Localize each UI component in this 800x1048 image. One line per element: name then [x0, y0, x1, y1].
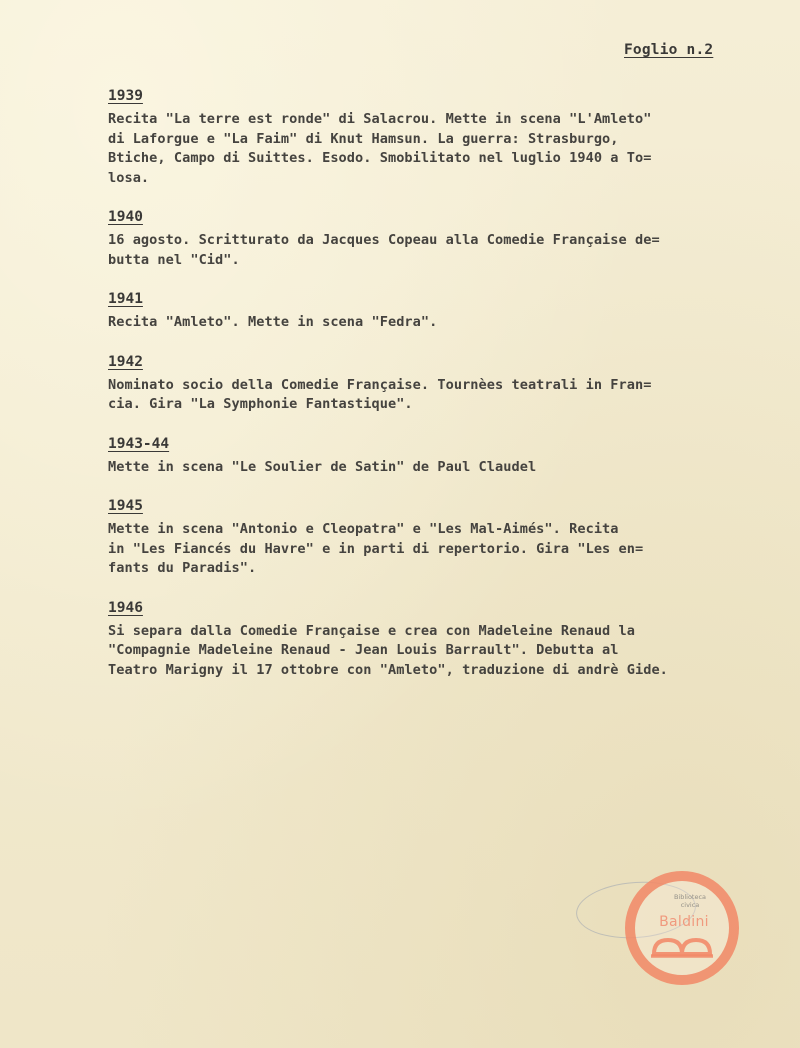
entry-line: Recita "La terre est ronde" di Salacrou. Mette in scena "L'Amleto" — [108, 111, 652, 127]
entry-line: cia. Gira "La Symphonie Fantastique". — [108, 396, 413, 412]
entry-year: 1939 — [108, 88, 143, 104]
entry-year: 1942 — [108, 353, 143, 370]
chronology-entry — [108, 496, 778, 579]
stamp-brand-text: Baldini — [659, 914, 709, 930]
stamp-small-text: Biblioteca civica — [673, 893, 707, 909]
chronology-entry — [108, 207, 778, 270]
entry-line: 16 agosto. Scritturato da Jacques Copeau alla Comedie Française de= — [108, 232, 660, 248]
entry-line: "Compagnie Madeleine Renaud - Jean Louis Barrault". Debutta al — [108, 642, 619, 658]
entry-line: in "Les Fiancés du Havre" e in parti di repertorio. Gira "Les en= — [108, 540, 644, 557]
chronology-entry — [108, 434, 778, 478]
chronology-entry — [108, 352, 778, 415]
chronology-entry — [108, 86, 778, 188]
entry-year: 1946 — [108, 599, 143, 616]
entry-line: butta nel "Cid". — [108, 251, 240, 268]
entry-year: 1941 — [108, 291, 143, 307]
entry-line: Mette in scena "Antonio e Cleopatra" e "Les Mal-Aimés". Recita — [108, 521, 619, 537]
entry-year: 1940 — [108, 209, 143, 225]
entry-line: Mette in scena "Le Soulier de Satin" de Paul Claudel — [108, 458, 537, 475]
entry-line: fants du Paradis". — [108, 560, 257, 576]
chronology-entry — [108, 598, 778, 681]
entry-line: Teatro Marigny il 17 ottobre con "Amleto", traduzione di andrè Gide. — [108, 661, 668, 678]
entry-line: Recita "Amleto". Mette in scena "Fedra". — [108, 314, 438, 330]
entry-year: 1945 — [108, 498, 143, 514]
entry-line: di Laforgue e "La Faim" di Knut Hamsun. La guerra: Strasburgo, — [108, 130, 619, 147]
chronology-entry — [108, 289, 778, 333]
sheet-number: Foglio n.2 — [624, 42, 714, 58]
entry-line: Btiche, Campo di Suittes. Esodo. Smobilitato nel luglio 1940 a To= — [108, 150, 652, 166]
chronology-list — [108, 86, 778, 699]
entry-year: 1943-44 — [108, 435, 170, 452]
entry-line: Si separa dalla Comedie Française e crea con Madeleine Renaud la — [108, 622, 635, 639]
entry-line: Nominato socio della Comedie Française. Tournèes teatrali in Fran= — [108, 376, 652, 393]
entry-line: losa. — [108, 169, 150, 186]
